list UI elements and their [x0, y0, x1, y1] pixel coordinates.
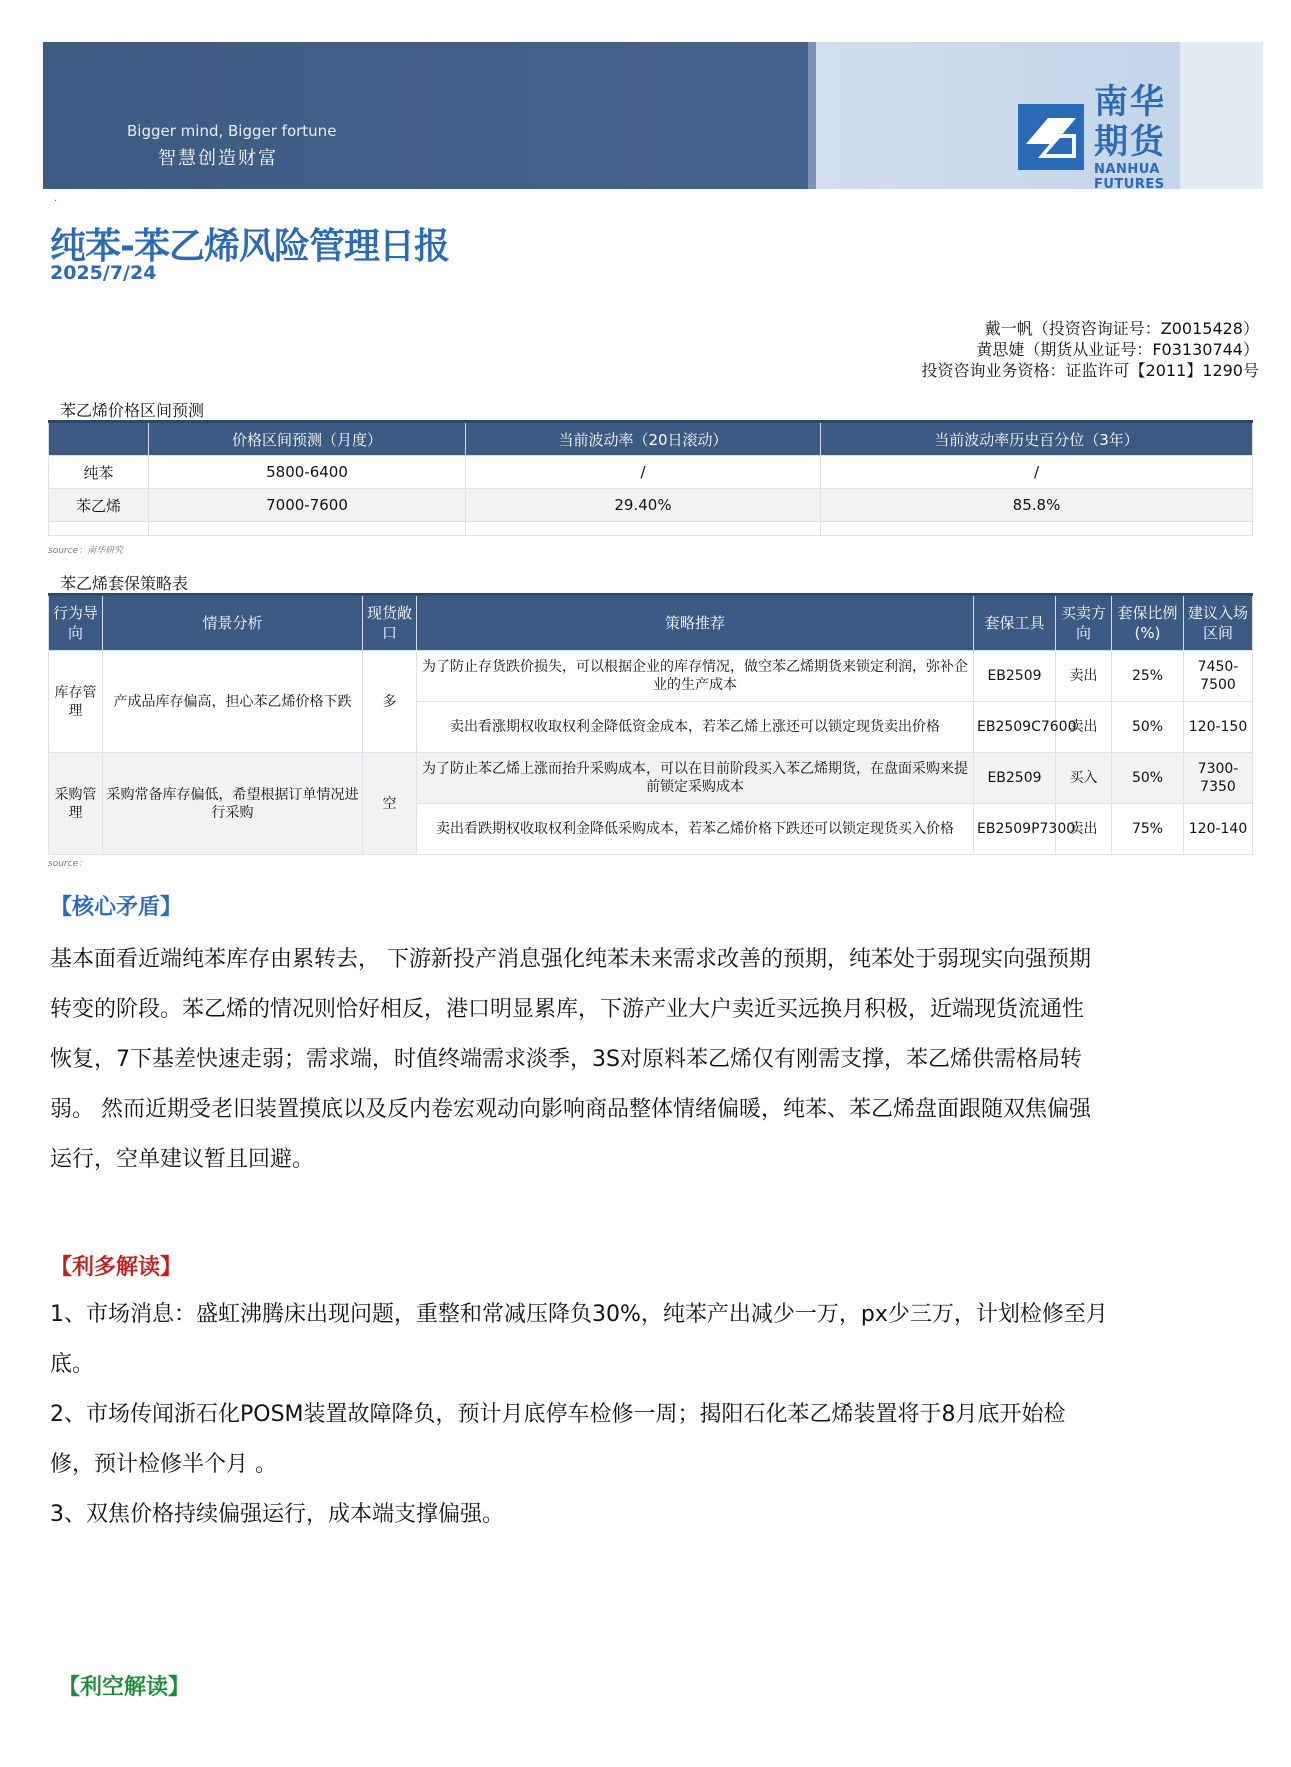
strategy-cell: 为了防止苯乙烯上涨而抬升采购成本，可以在目前阶段买入苯乙烯期货，在盘面采购来提前锁定采购成本 — [417, 753, 974, 804]
hedge-table-label: 苯乙烯套保策略表 — [60, 574, 189, 593]
bullish-heading: 【利多解读】 — [50, 1255, 183, 1280]
direction-cell: 卖出 — [1056, 702, 1112, 753]
column-header — [49, 422, 149, 456]
logo-name-cn: 南华期货 — [1094, 82, 1166, 162]
table-header-row — [49, 595, 1253, 651]
price-range-table — [48, 420, 1253, 536]
company-logo — [1018, 82, 1180, 192]
table-row — [49, 753, 1253, 804]
hedge-table-source: source： — [48, 859, 88, 869]
exposure-cell: 多 — [363, 651, 417, 753]
table-header-row — [49, 422, 1253, 456]
strategy-cell: 为了防止存货跌价损失，可以根据企业的库存情况，做空苯乙烯期货来锁定利润，弥补企业的生产成本 — [417, 651, 974, 702]
column-header: 策略推荐 — [417, 595, 974, 651]
column-header: 价格区间预测（月度） — [149, 422, 466, 456]
author-line: 戴一帆（投资咨询证号：Z0015428） — [984, 319, 1259, 338]
orientation-cell: 库存管理 — [49, 651, 103, 753]
ratio-cell: 25% — [1112, 651, 1184, 702]
direction-cell: 卖出 — [1056, 804, 1112, 855]
bearish-heading: 【利空解读】 — [58, 1675, 191, 1700]
nanhua-logo-icon — [1018, 104, 1084, 170]
paragraph-line: 转变的阶段。苯乙烯的情况则恰好相反，港口明显累库，下游产业大户卖近买远换月积极，近端现货流通性 — [50, 997, 1085, 1022]
column-header: 当前波动率（20日滚动） — [466, 422, 821, 456]
instrument-cell: EB2509P7300 — [974, 804, 1056, 855]
table-row-empty — [49, 522, 1253, 536]
paragraph-line: 基本面看近端纯苯库存由累转去， 下游新投产消息强化纯苯未来需求改善的预期，纯苯处于弱现实向强预期 — [50, 947, 1091, 972]
ratio-cell: 50% — [1112, 702, 1184, 753]
paragraph-line: 2、市场传闻浙石化POSM装置故障降负，预计月底停车检修一周；揭阳石化苯乙烯装置将于8月底开始检 — [50, 1402, 1066, 1427]
strategy-cell: 卖出看涨期权收取权利金降低资金成本，若苯乙烯上涨还可以锁定现货卖出价格 — [417, 702, 974, 753]
table-cell: 5800-6400 — [149, 456, 466, 489]
paragraph-line: 修，预计检修半个月 。 — [50, 1452, 277, 1477]
paragraph-line: 1、市场消息：盛虹沸腾床出现问题，重整和常减压降负30%，纯苯产出减少一万，px少三万，计划检修至月 — [50, 1302, 1108, 1327]
price-table-label: 苯乙烯价格区间预测 — [60, 401, 205, 420]
table-cell: 29.40% — [466, 489, 821, 522]
entry-range-cell: 7450-7500 — [1184, 651, 1253, 702]
banner-logo-panel — [808, 42, 1180, 192]
column-header: 套保比例(%) — [1112, 595, 1184, 651]
paragraph-line: 运行，空单建议暂且回避。 — [50, 1147, 315, 1172]
table-cell: / — [466, 456, 821, 489]
tagline-en: Bigger mind, Bigger fortune — [127, 122, 337, 140]
qualification-line: 投资咨询业务资格：证监许可【2011】1290号 — [921, 361, 1259, 380]
paragraph-line: 恢复，7下基差快速走弱；需求端，时值终端需求淡季，3S对原料苯乙烯仅有刚需支撑，苯乙烯供需格局转 — [50, 1047, 1082, 1072]
price-table-source: source：南华研究 — [48, 546, 124, 556]
author-line: 黄思婕（期货从业证号：F03130744） — [976, 340, 1259, 359]
report-date: 2025/7/24 — [50, 262, 157, 284]
column-header: 情景分析 — [103, 595, 363, 651]
tagline-cn: 智慧创造财富 — [158, 148, 278, 169]
column-header: 买卖方向 — [1056, 595, 1112, 651]
entry-range-cell: 7300-7350 — [1184, 753, 1253, 804]
table-cell: 85.8% — [821, 489, 1253, 522]
paragraph-line: 弱。 然而近期受老旧装置摸底以及反内卷宏观动向影响商品整体情绪偏暖，纯苯、苯乙烯盘面跟随双焦偏强 — [50, 1097, 1091, 1122]
table-row — [49, 456, 1253, 489]
orientation-cell: 采购管理 — [49, 753, 103, 855]
table-row — [49, 651, 1253, 702]
table-cell: 苯乙烯 — [49, 489, 149, 522]
column-header: 套保工具 — [974, 595, 1056, 651]
instrument-cell: EB2509 — [974, 651, 1056, 702]
hedge-strategy-table — [48, 593, 1253, 855]
scenario-cell: 产成品库存偏高，担心苯乙烯价格下跌 — [103, 651, 363, 753]
column-header: 当前波动率历史百分位（3年） — [821, 422, 1253, 456]
strategy-cell: 卖出看跌期权收取权利金降低采购成本，若苯乙烯价格下跌还可以锁定现货买入价格 — [417, 804, 974, 855]
core-paragraph — [50, 935, 1250, 1185]
table-cell: 7000-7600 — [149, 489, 466, 522]
column-header: 现货敞口 — [363, 595, 417, 651]
logo-name-en: NANHUA FUTURES — [1094, 162, 1165, 192]
report-title: 纯苯-苯乙烯风险管理日报 — [50, 226, 449, 267]
dot-mark: · — [54, 196, 58, 207]
core-heading: 【核心矛盾】 — [50, 895, 183, 920]
exposure-cell: 空 — [363, 753, 417, 855]
paragraph-line: 底。 — [50, 1352, 95, 1377]
banner-right-panel — [1180, 42, 1263, 189]
banner-stripe — [808, 42, 816, 189]
table-cell: / — [821, 456, 1253, 489]
instrument-cell: EB2509 — [974, 753, 1056, 804]
header-banner — [43, 42, 1263, 192]
instrument-cell: EB2509C7600 — [974, 702, 1056, 753]
table-cell: 纯苯 — [49, 456, 149, 489]
direction-cell: 买入 — [1056, 753, 1112, 804]
table-row — [49, 489, 1253, 522]
bullish-paragraph — [50, 1290, 1250, 1540]
entry-range-cell: 120-150 — [1184, 702, 1253, 753]
paragraph-line: 3、双焦价格持续偏强运行，成本端支撑偏强。 — [50, 1502, 504, 1527]
scenario-cell: 采购常备库存偏低，希望根据订单情况进行采购 — [103, 753, 363, 855]
author-block — [922, 318, 1259, 381]
ratio-cell: 50% — [1112, 753, 1184, 804]
ratio-cell: 75% — [1112, 804, 1184, 855]
banner-dark-panel — [43, 42, 808, 189]
direction-cell: 卖出 — [1056, 651, 1112, 702]
entry-range-cell: 120-140 — [1184, 804, 1253, 855]
column-header: 建议入场区间 — [1184, 595, 1253, 651]
column-header: 行为导向 — [49, 595, 103, 651]
